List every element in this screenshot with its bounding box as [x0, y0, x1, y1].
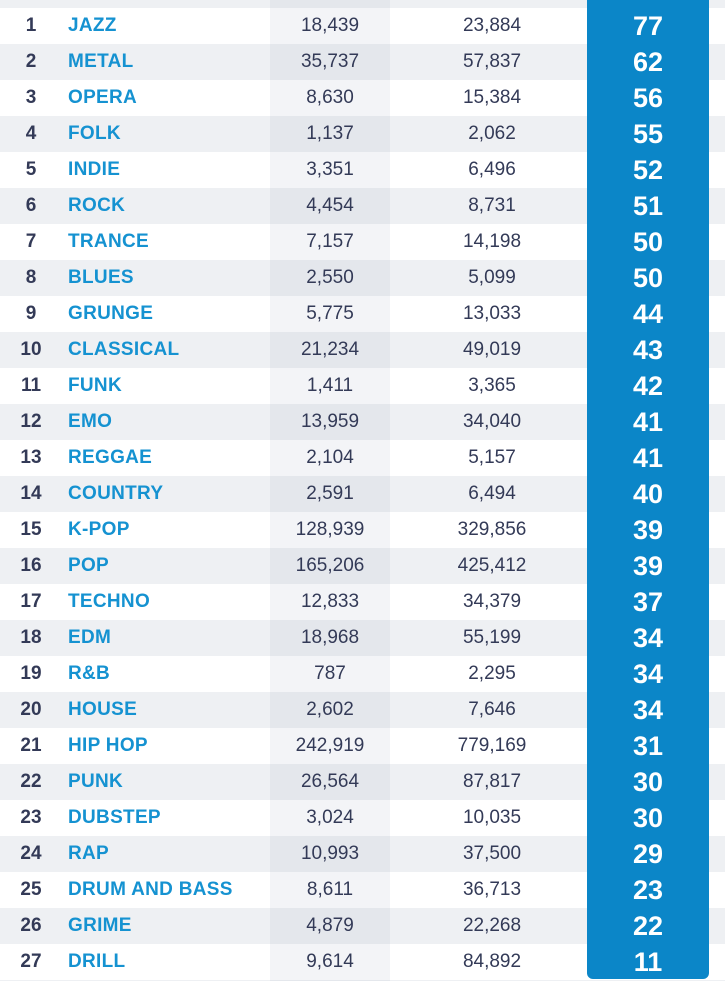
value-1-cell: 128,939: [295, 519, 365, 540]
value-1-cell: 8,611: [306, 879, 354, 900]
rank-cell: 16: [20, 555, 42, 576]
rank-cell: 7: [25, 231, 37, 252]
value-1-cell: 18,968: [300, 627, 360, 648]
value-1-cell: 3,351: [306, 159, 354, 180]
score-cell: 55: [632, 119, 664, 149]
genre-cell: HIP HOP: [68, 735, 148, 756]
value-1-cell: 18,439: [300, 15, 360, 36]
genre-cell: CLASSICAL: [68, 339, 180, 360]
value-2-cell: 2,295: [468, 663, 516, 684]
table-row: [0, 440, 725, 476]
genre-cell: RAP: [68, 843, 110, 864]
value-1-cell: 10,993: [300, 843, 360, 864]
rank-cell: 6: [25, 195, 37, 216]
value-1-cell: 1,137: [306, 123, 354, 144]
genre-cell: EDM: [68, 627, 112, 648]
table-row: [0, 836, 725, 872]
value-2-cell: 15,384: [462, 87, 522, 108]
value-1-cell: 4,879: [306, 915, 354, 936]
value-2-cell: 2,062: [468, 123, 516, 144]
score-cell: 41: [632, 443, 664, 473]
value-1-cell: 242,919: [295, 735, 365, 756]
score-cell: 56: [632, 83, 664, 113]
value-2-cell: 425,412: [457, 555, 527, 576]
genre-cell: INDIE: [68, 159, 121, 180]
value-2-cell: 34,040: [462, 411, 522, 432]
table-row: [0, 908, 725, 944]
value-1-cell: 21,234: [300, 339, 360, 360]
score-cell: 50: [632, 263, 664, 293]
value-2-cell: 84,892: [462, 951, 522, 972]
score-cell: 42: [632, 371, 664, 401]
table-row: [0, 656, 725, 692]
table-row: [0, 548, 725, 584]
table-row: [0, 188, 725, 224]
score-cell: 34: [632, 623, 664, 653]
score-cell: 31: [632, 731, 664, 761]
score-cell: 34: [632, 659, 664, 689]
table-row: [0, 692, 725, 728]
value-2-cell: 5,099: [468, 267, 516, 288]
table-row: [0, 728, 725, 764]
table-row: [0, 152, 725, 188]
rank-cell: 27: [20, 951, 42, 972]
genre-cell: EMO: [68, 411, 113, 432]
score-cell: 40: [632, 479, 664, 509]
table-row: [0, 476, 725, 512]
value-2-cell: 10,035: [462, 807, 522, 828]
rank-cell: 24: [20, 843, 42, 864]
table-row: [0, 44, 725, 80]
rank-cell: 17: [20, 591, 42, 612]
rank-cell: 12: [20, 411, 42, 432]
rank-cell: 21: [20, 735, 42, 756]
table-row: [0, 368, 725, 404]
score-cell: 50: [632, 227, 664, 257]
table-row: [0, 800, 725, 836]
value-1-cell: 2,602: [306, 699, 354, 720]
rank-cell: 3: [25, 87, 37, 108]
value-1-cell: 8,630: [306, 87, 354, 108]
value-2-cell: 22,268: [462, 915, 522, 936]
table-row: [0, 80, 725, 116]
score-cell: 62: [632, 47, 664, 77]
genre-cell: JAZZ: [68, 15, 117, 36]
value-2-cell: 36,713: [462, 879, 522, 900]
rank-cell: 13: [20, 447, 42, 468]
score-cell: 52: [632, 155, 664, 185]
table-row: [0, 584, 725, 620]
genre-cell: COUNTRY: [68, 483, 164, 504]
rank-cell: 23: [20, 807, 42, 828]
table-row: [0, 224, 725, 260]
genre-cell: GRIME: [68, 915, 132, 936]
rank-cell: 9: [25, 303, 37, 324]
value-2-cell: 5,157: [468, 447, 516, 468]
genre-cell: TRANCE: [68, 231, 149, 252]
value-1-cell: 3,024: [306, 807, 354, 828]
value-2-cell: 34,379: [462, 591, 522, 612]
score-cell: 29: [632, 839, 664, 869]
score-cell: 34: [632, 695, 664, 725]
genre-cell: POP: [68, 555, 110, 576]
table-row: [0, 620, 725, 656]
score-cell: 39: [632, 515, 664, 545]
rank-cell: 4: [25, 123, 37, 144]
score-cell: 51: [632, 191, 664, 221]
value-2-cell: 49,019: [462, 339, 522, 360]
score-cell: 44: [632, 299, 664, 329]
value-1-cell: 12,833: [300, 591, 360, 612]
table-row: [0, 944, 725, 980]
genre-cell: FOLK: [68, 123, 121, 144]
value-2-cell: 23,884: [462, 15, 522, 36]
value-2-cell: 14,198: [462, 231, 522, 252]
score-cell: 11: [633, 947, 663, 977]
value-2-cell: 8,731: [468, 195, 516, 216]
genre-cell: FUNK: [68, 375, 122, 396]
rank-cell: 26: [20, 915, 42, 936]
genre-cell: DUBSTEP: [68, 807, 161, 828]
value-1-cell: 165,206: [295, 555, 365, 576]
genre-cell: DRUM AND BASS: [68, 879, 233, 900]
rank-cell: 25: [20, 879, 42, 900]
value-2-cell: 6,494: [468, 483, 516, 504]
rank-cell: 18: [20, 627, 42, 648]
value-1-cell: 7,157: [306, 231, 354, 252]
genre-cell: OPERA: [68, 87, 138, 108]
value-1-cell: 9,614: [306, 951, 354, 972]
genre-cell: GRUNGE: [68, 303, 154, 324]
table-row: [0, 8, 725, 44]
genre-cell: R&B: [68, 663, 111, 684]
value-2-cell: 7,646: [468, 699, 516, 720]
table-row: [0, 872, 725, 908]
value-1-cell: 2,591: [306, 483, 354, 504]
genre-cell: REGGAE: [68, 447, 153, 468]
genre-cell: BLUES: [68, 267, 134, 288]
genre-cell: DRILL: [68, 951, 126, 972]
score-cell: 39: [632, 551, 664, 581]
value-1-cell: 26,564: [300, 771, 360, 792]
genre-cell: METAL: [68, 51, 134, 72]
value-2-cell: 55,199: [462, 627, 522, 648]
score-cell: 77: [632, 11, 664, 41]
table-row: [0, 260, 725, 296]
genre-cell: ROCK: [68, 195, 126, 216]
score-cell: 37: [632, 587, 664, 617]
rank-cell: 5: [25, 159, 37, 180]
value-1-cell: 13,959: [300, 411, 360, 432]
value-2-cell: 779,169: [457, 735, 527, 756]
genre-cell: HOUSE: [68, 699, 138, 720]
value-1-cell: 35,737: [300, 51, 360, 72]
rank-cell: 8: [25, 267, 37, 288]
value-2-cell: 13,033: [462, 303, 522, 324]
table-row: [0, 404, 725, 440]
value-2-cell: 87,817: [462, 771, 522, 792]
score-cell: 43: [632, 335, 664, 365]
genre-cell: TECHNO: [68, 591, 151, 612]
score-cell: 22: [632, 911, 664, 941]
table-row: [0, 764, 725, 800]
value-2-cell: 329,856: [457, 519, 527, 540]
value-2-cell: 3,365: [468, 375, 516, 396]
score-cell: 23: [632, 875, 664, 905]
rank-cell: 10: [20, 339, 42, 360]
table-row: [0, 116, 725, 152]
value-2-cell: 57,837: [462, 51, 522, 72]
table-row: [0, 332, 725, 368]
rank-cell: 11: [20, 375, 42, 396]
score-cell: 30: [632, 767, 664, 797]
rank-cell: 15: [20, 519, 42, 540]
value-1-cell: 4,454: [306, 195, 354, 216]
value-2-cell: 37,500: [462, 843, 522, 864]
rank-cell: 20: [20, 699, 42, 720]
value-1-cell: 2,550: [306, 267, 354, 288]
rank-cell: 14: [20, 483, 42, 504]
value-2-cell: 6,496: [468, 159, 516, 180]
value-1-cell: 787: [314, 663, 346, 684]
rank-cell: 22: [20, 771, 42, 792]
score-cell: 30: [632, 803, 664, 833]
table-row: [0, 296, 725, 332]
genre-cell: K-POP: [68, 519, 130, 540]
rank-cell: 2: [25, 51, 37, 72]
value-1-cell: 1,411: [306, 375, 354, 396]
rank-cell: 19: [20, 663, 42, 684]
value-1-cell: 5,775: [306, 303, 354, 324]
rank-cell: 1: [25, 15, 37, 36]
score-cell: 41: [632, 407, 664, 437]
table-row: [0, 512, 725, 548]
value-1-cell: 2,104: [306, 447, 354, 468]
genre-cell: PUNK: [68, 771, 124, 792]
